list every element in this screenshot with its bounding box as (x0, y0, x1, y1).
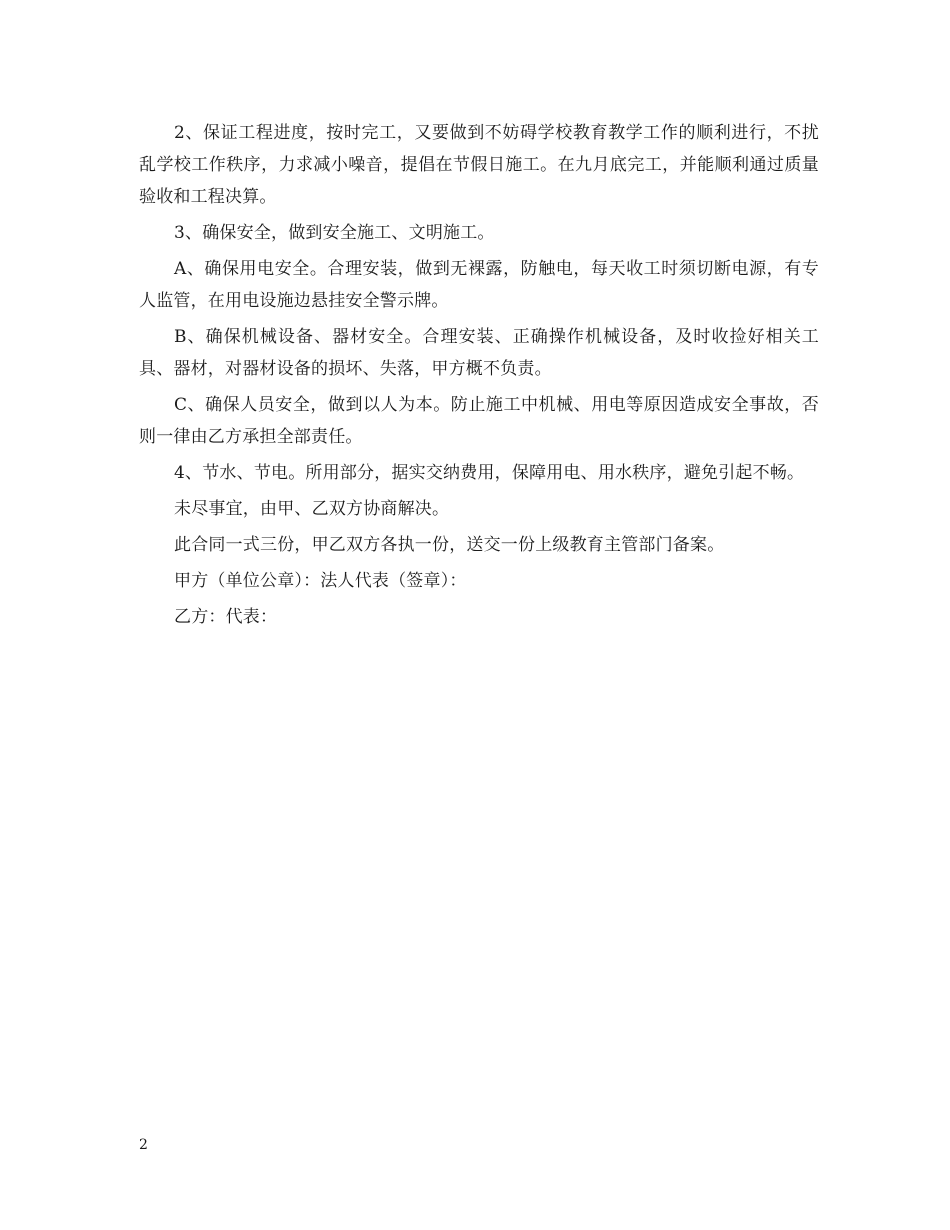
document-body (139, 117, 819, 637)
signature-party-b: 乙方：代表： (174, 607, 278, 627)
paragraph-electric-safety: A、确保用电安全。合理安装，做到无裸露，防触电，每天收工时须切断电源，有专人监管，在用电设施边悬挂安全警示牌。 (139, 259, 819, 311)
paragraph-copies: 此合同一式三份，甲乙双方各执一份，送交一份上级教育主管部门备案。 (174, 535, 725, 555)
paragraph-unresolved-matters: 未尽事宜，由甲、乙双方协商解决。 (174, 499, 450, 519)
paragraph-water-electricity: 4、节水、节电。所用部分，据实交纳费用，保障用电、用水秩序，避免引起不畅。 (174, 463, 805, 483)
page-number: 2 (139, 1137, 148, 1153)
paragraph-safety: 3、确保安全，做到安全施工、文明施工。 (174, 223, 495, 243)
paragraph-equipment-safety: B、确保机械设备、器材安全。合理安装、正确操作机械设备，及时收捡好相关工具、器材，对器材设备的损坏、失落，甲方概不负责。 (139, 327, 819, 379)
signature-party-a: 甲方（单位公章）：法人代表（签章）： (174, 571, 467, 591)
paragraph-personnel-safety: C、确保人员安全，做到以人为本。防止施工中机械、用电等原因造成安全事故，否则一律由乙方承担全部责任。 (139, 395, 819, 447)
paragraph-progress: 2、保证工程进度，按时完工，又要做到不妨碍学校教育教学工作的顺利进行，不扰乱学校工作秩序，力求减小噪音，提倡在节假日施工。在九月底完工，并能顺利通过质量验收和工程决算。 (139, 123, 819, 207)
